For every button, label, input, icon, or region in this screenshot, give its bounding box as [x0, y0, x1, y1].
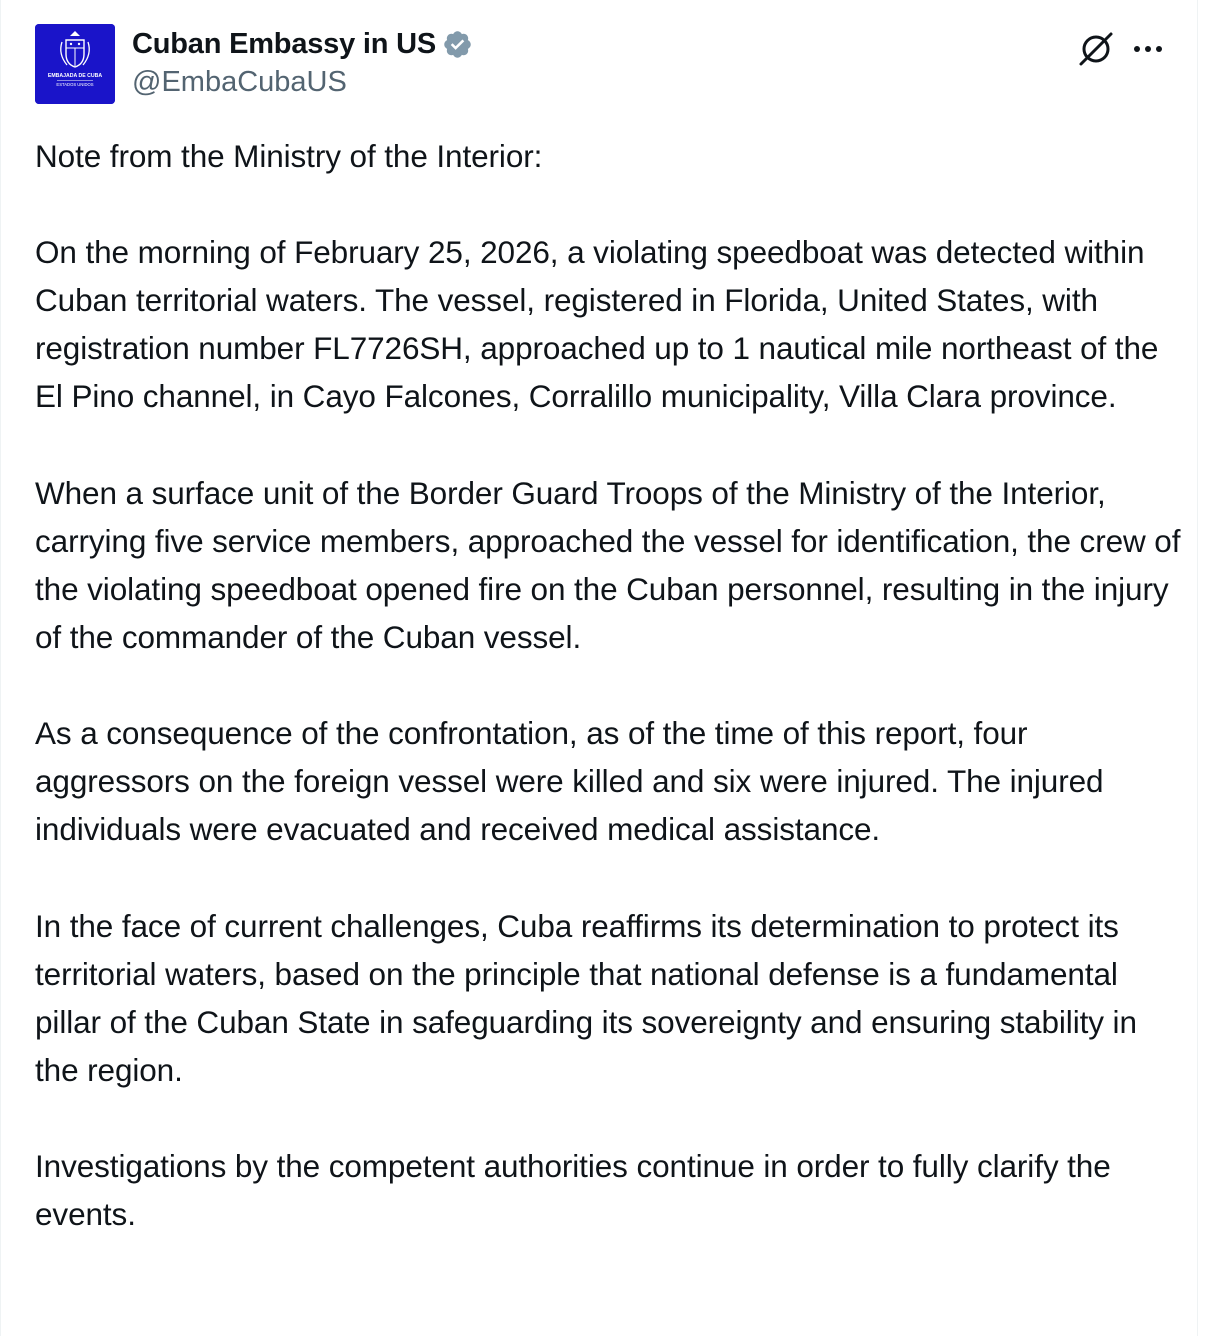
avatar[interactable] [35, 24, 115, 104]
avatar-line1: EMBAJADA DE CUBA [47, 73, 103, 79]
embassy-logo-icon [35, 24, 115, 104]
post-header [35, 24, 1175, 104]
display-name[interactable]: Cuban Embassy in US [132, 27, 436, 60]
grok-icon[interactable] [1075, 28, 1117, 70]
post-paragraph: When a surface unit of the Border Guard Troops of the Ministry of the Interior, carrying five service members, approached the vessel for identification, the crew of the violating speedboat opened fire on the Cuban personnel, resulting in the injury of the commander of the Cuban vessel. [35, 474, 1181, 655]
post-paragraph: As a consequence of the confrontation, as of the time of this report, four aggressors on the foreign vessel were killed and six were injured. The injured individuals were evacuated and received medical assistance. [35, 715, 1104, 848]
more-options-icon[interactable] [1131, 32, 1165, 66]
display-name-row [132, 24, 473, 64]
post-paragraph: Note from the Ministry of the Interior: [35, 138, 543, 174]
more-options-button[interactable] [1117, 32, 1165, 66]
grok-button[interactable] [1075, 28, 1117, 70]
post-text [35, 132, 1185, 1238]
avatar-line2: ESTADOS UNIDOS [56, 82, 94, 87]
verified-badge-icon[interactable] [442, 29, 473, 60]
post-paragraph: In the face of current challenges, Cuba reaffirms its determination to protect its territorial waters, based on the principle that national defense is a fundamental pillar of the Cuban State in safeguarding its sovereignty and ensuring stability in the region. [35, 907, 1137, 1088]
post-actions [1075, 28, 1165, 70]
post-paragraph: Investigations by the competent authorities continue in order to fully clarify the events. [35, 1147, 1111, 1233]
post-paragraph: On the morning of February 25, 2026, a violating speedboat was detected within Cuban territorial waters. The vessel, registered in Florida, United States, with registration number FL7726SH, approached up to 1 nautical mile northeast of the El Pino channel, in Cayo Falcones, Corralillo municipality, Villa Clara province. [35, 234, 1159, 415]
account-handle[interactable]: @EmbaCubaUS [132, 66, 347, 98]
account-names [132, 24, 473, 99]
